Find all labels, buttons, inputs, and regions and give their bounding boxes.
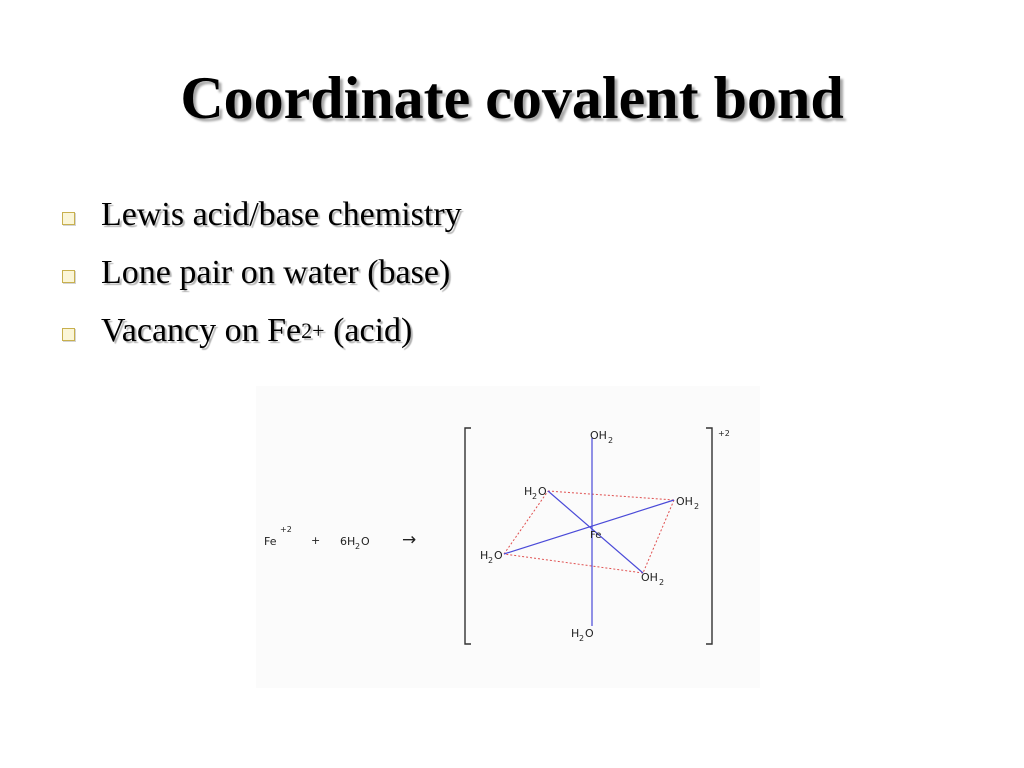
slide-title: Coordinate covalent bond <box>180 65 844 131</box>
plane-edge <box>643 500 674 573</box>
bullet-item: Vacancy on Fe 2+ (acid) <box>62 302 462 360</box>
ligand-sub: 2 <box>694 502 700 511</box>
bullet-item <box>62 244 462 302</box>
ligand-sub: 2 <box>608 436 614 445</box>
octahedral-complex-diagram <box>256 386 760 688</box>
ligand-prefix: OH <box>641 571 658 584</box>
square-bullet-icon <box>62 212 75 225</box>
reactant-fe: Fe <box>264 535 277 548</box>
bonds <box>504 438 674 626</box>
diagram-svg <box>256 386 760 688</box>
left-bracket <box>465 428 471 644</box>
ligand-prefix: H <box>524 485 533 498</box>
equatorial-plane <box>504 491 674 573</box>
complex-charge: +2 <box>718 429 730 438</box>
plane-edge <box>548 491 674 500</box>
water-sub: 2 <box>355 542 361 551</box>
ligand-sub: 2 <box>579 634 585 643</box>
ligand-suffix: O <box>538 485 547 498</box>
center-fe: Fe <box>590 530 602 541</box>
reactant-fe-charge: +2 <box>280 525 292 534</box>
bullet-item <box>62 186 462 244</box>
ligand-lower-right-oh2 <box>641 571 664 587</box>
bullet-list <box>62 186 462 360</box>
ligand-prefix: OH <box>590 429 607 442</box>
ligand-right-oh2 <box>676 495 699 511</box>
ligand-sub: 2 <box>659 578 665 587</box>
bullet-text: Vacancy on Fe <box>101 312 302 349</box>
reactant-water <box>340 535 370 551</box>
ligand-top-oh2 <box>590 429 613 445</box>
square-bullet-icon <box>62 328 75 341</box>
ligand-suffix: O <box>494 549 503 562</box>
ligand-bottom-h2o <box>571 627 594 643</box>
right-bracket <box>706 428 712 644</box>
reaction-arrow: → <box>402 530 417 550</box>
bullet-suffix: (acid) <box>324 312 413 349</box>
water-suffix: O <box>361 535 370 548</box>
plus-sign: + <box>311 534 321 547</box>
bullet-text: Lone pair on water (base) <box>101 254 451 291</box>
equatorial-bond <box>504 500 674 554</box>
plane-edge <box>504 554 643 573</box>
ligand-prefix: H <box>480 549 489 562</box>
ligand-left-h2o <box>480 549 503 565</box>
ligand-suffix: O <box>585 627 594 640</box>
ligand-prefix: H <box>571 627 580 640</box>
ligand-upper-left-h2o <box>524 485 547 501</box>
ligand-sub: 2 <box>532 492 538 501</box>
bullet-text: Lewis acid/base chemistry <box>101 196 462 233</box>
ligand-prefix: OH <box>676 495 693 508</box>
ligand-sub: 2 <box>488 556 494 565</box>
plane-edge <box>504 491 548 554</box>
square-bullet-icon <box>62 270 75 283</box>
water-coefficient: 6 <box>340 535 347 548</box>
water-prefix: H <box>347 535 356 548</box>
